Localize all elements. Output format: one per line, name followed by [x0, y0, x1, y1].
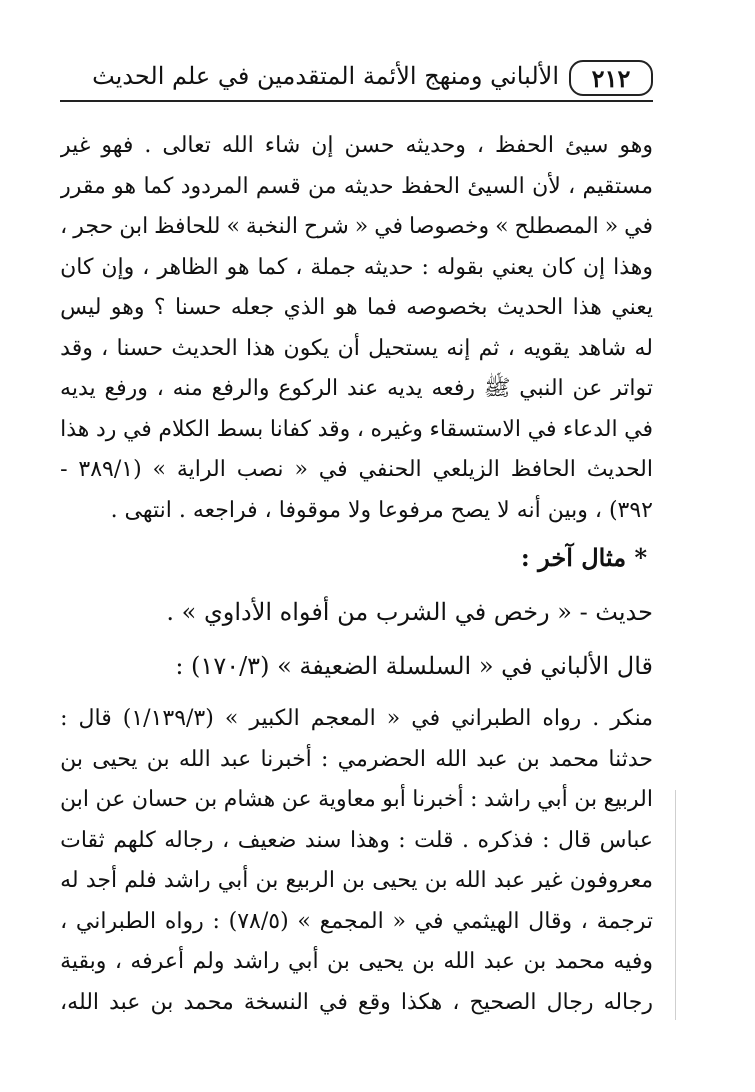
- text-line: رجاله رجال الصحيح ، هكذا وقع في النسخة محمد بن عبد الله،: [60, 989, 653, 1015]
- text-line: وفيه محمد بن عبد الله بن يحيى بن أبي راشد ولم أعرفه ، وبقية: [60, 949, 653, 974]
- header-rule: [60, 100, 653, 102]
- text-line: الربيع بن أبي راشد : أخبرنا أبو معاوية عن هشام بن حسان عن ابن: [60, 787, 653, 812]
- text-line: يعني هذا الحديث بخصوصه فما هو الذي جعله حسنا ؟ وهو ليس: [60, 295, 653, 320]
- text-line: في « المصطلح » وخصوصا في « شرح النخبة » للحافظ ابن حجر ،: [60, 214, 653, 239]
- text-line: مستقيم ، لأن السيئ الحفظ حديثه من قسم المردود كما هو مقرر: [60, 173, 653, 199]
- hadith-line: حديث - « رخص في الشرب من أفواه الأداوي » .: [166, 598, 653, 626]
- text-line: في الدعاء في الاستسقاء وغيره ، وقد كفانا بسط الكلام في رد هذا: [60, 416, 653, 442]
- text-line: عباس قال : فذكره . قلت : وهذا سند ضعيف ، رجاله كلهم ثقات: [60, 827, 653, 853]
- albani-citation-line: قال الألباني في « السلسلة الضعيفة » (١٧٠/٣) :: [175, 652, 653, 680]
- page-number-badge: [569, 60, 653, 96]
- text-line: منكر . رواه الطبراني في « المعجم الكبير » (١/١٣٩/٣) قال :: [60, 706, 653, 731]
- text-line: ترجمة ، وقال الهيثمي في « المجمع » (٧٨/٥) : رواه الطبراني ،: [60, 908, 653, 934]
- text-line: وهذا إن كان يعني بقوله : حديثه جملة ، كما هو الظاهر ، وإن كان: [60, 254, 653, 280]
- paragraph-2: [60, 699, 653, 1023]
- section-heading: * مثال آخر :: [520, 543, 647, 572]
- text-line: وهو سيئ الحفظ ، وحديثه حسن إن شاء الله تعالى . فهو غير: [60, 133, 653, 158]
- text-line: له شاهد يقويه ، ثم إنه يستحيل أن يكون هذا الحديث حسنا ، وقد: [60, 335, 653, 361]
- page-header: [60, 50, 653, 100]
- text-line: ٣٩٢) ، وبين أنه لا يصح مرفوعا ولا موقوفا ، فراجعه . انتهى .: [110, 497, 653, 523]
- running-title: الألباني ومنهج الأئمة المتقدمين في علم الحديث: [92, 62, 559, 90]
- page-number: ٢١٢: [591, 63, 631, 93]
- text-line: تواتر عن النبي ﷺ رفعه يديه عند الركوع والرفع منه ، ورفع يديه: [60, 376, 653, 401]
- scan-margin-line: [675, 790, 676, 1020]
- body-text: [60, 126, 653, 1023]
- text-line: معروفون غير عبد الله بن يحيى بن الربيع بن أبي راشد فلم أجد له: [60, 868, 653, 893]
- text-line: حدثنا محمد بن عبد الله الحضرمي : أخبرنا عبد الله بن يحيى بن: [60, 746, 653, 772]
- paragraph-1: [60, 126, 653, 531]
- text-line: الحديث الحافظ الزيلعي الحنفي في « نصب الراية » (٣٨٩/١ -: [60, 457, 653, 482]
